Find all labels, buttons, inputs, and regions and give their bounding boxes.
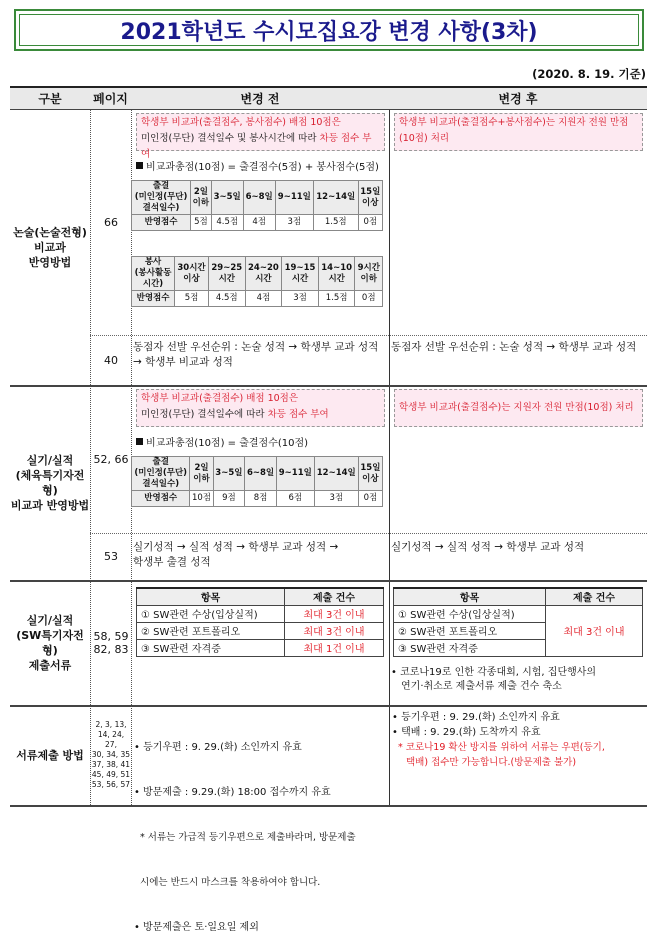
- col-item: 항목: [137, 588, 285, 605]
- table-cell: 반영점수: [132, 215, 191, 231]
- table-cell: 4점: [245, 291, 282, 307]
- table-row: ③ SW관련 자격증 최대 1건 이내: [137, 639, 384, 656]
- table-cell: 1.5점: [313, 215, 358, 231]
- col-count: 제출 건수: [546, 588, 643, 605]
- table-header-cell: 봉사 (봉사활동 시간): [132, 257, 175, 291]
- section3-category: 실기/실적 (SW특기자전형) 제출서류: [16, 613, 84, 672]
- table-cell: 4점: [243, 215, 275, 231]
- section4-before: • 등기우편 : 9. 29.(화) 소인까지 유효 • 방문제출 : 9.29.(화) 18:00 접수까지 유효 * 서류는 가급적 등기우편으로 제출바라며, 방문제출 시에는 반드시 마스크를 착용하여야 합니다. • 방문제출은 토·일요일 제외: [134, 742, 356, 933]
- section1-formula: 비교과총점(10점) = 출결점수(5점) + 봉사점수(5점): [136, 160, 379, 175]
- table-header-cell: 2일 이하: [190, 457, 213, 491]
- table-cell: 0점: [358, 215, 382, 231]
- table-header-cell: 14~10 시간: [318, 257, 355, 291]
- section4-category: 서류제출 방법: [16, 748, 84, 762]
- section2-page-b: 53: [104, 550, 118, 563]
- table-header-cell: 12~14일: [314, 457, 358, 491]
- table-header-cell: 출결 (미인정(무단) 결석일수): [132, 181, 191, 215]
- table-header-cell: 29~25 시간: [208, 257, 245, 291]
- section4-after: • 등기우편 : 9. 29.(화) 소인까지 유효 • 택배 : 9. 29.(화) 도착까지 유효 * 코로나19 확산 방지를 위하여 서류는 우편(등기, 택배) 접수만 가능합니다.(방문제출 불가): [392, 712, 605, 768]
- table-row: ② SW관련 포트폴리오 최대 3건 이내: [137, 622, 384, 639]
- section2-before-b: 실기성적 → 실적 성적 → 학생부 교과 성적 → 학생부 출결 성적: [133, 541, 339, 568]
- table-header-cell: 9~11일: [276, 457, 314, 491]
- section2-after-note: 학생부 비교과(출결점수)는 지원자 전원 만점(10점) 처리: [394, 389, 643, 427]
- row-divider: [90, 335, 647, 336]
- table-header-cell: 24~20 시간: [245, 257, 282, 291]
- table-row: ① SW관련 수상(입상실적) 최대 3건 이내: [394, 605, 643, 622]
- section3-after-table: [393, 587, 643, 657]
- table-cell: 8점: [245, 491, 277, 507]
- table-row: ③ SW관련 자격증: [394, 639, 643, 656]
- section1-category: 논술(논술전형) 비교과 반영방법: [13, 226, 87, 269]
- header-page: 페이지: [90, 86, 131, 110]
- table-cell: 5점: [191, 215, 212, 231]
- table-header-cell: 3~5일: [211, 181, 243, 215]
- table-cell: 3점: [275, 215, 313, 231]
- section1-page-a: 66: [104, 216, 118, 229]
- section2-after-b: 실기성적 → 실적 성적 → 학생부 교과 성적: [391, 541, 585, 553]
- table-cell: 3점: [282, 291, 319, 307]
- table-cell: 9점: [213, 491, 245, 507]
- table-row: ② SW관련 포트폴리오: [394, 622, 643, 639]
- table-cell: 4.5점: [208, 291, 245, 307]
- section2-attendance-table: [131, 456, 383, 507]
- table-cell: 1.5점: [318, 291, 355, 307]
- table-header-cell: 15일 이상: [358, 181, 382, 215]
- section2-before-note: 학생부 비교과(출결점수) 배점 10점은 미인정(무단) 결석일수에 따라 차등 점수 부여: [136, 389, 385, 427]
- section1-attendance-table: [131, 180, 383, 231]
- table-cell: 10점: [190, 491, 213, 507]
- table-header-cell: 15일 이상: [358, 457, 382, 491]
- section1-after-note: 학생부 비교과(출결점수+봉사점수)는 지원자 전원 만점 (10점) 처리: [394, 113, 643, 151]
- section1-volunteer-table: [131, 256, 383, 307]
- section3-page: 58, 59 82, 83: [93, 629, 129, 656]
- section1-before-b: 동점자 선발 우선순위 : 논술 성적 → 학생부 교과 성적 → 학생부 비교과 성적: [133, 341, 379, 368]
- section1-page-b: 40: [104, 353, 118, 367]
- header-category: 구분: [10, 86, 90, 110]
- date-label: (2020. 8. 19. 기준): [532, 67, 646, 81]
- section3-after-note: • 코로나19로 인한 각종대회, 시험, 집단행사의 연기·취소로 제출서류 제출 건수 축소: [391, 667, 597, 692]
- table-header-cell: 12~14일: [313, 181, 358, 215]
- table-cell: 반영점수: [132, 291, 175, 307]
- table-cell: 6점: [276, 491, 314, 507]
- table-header-cell: 30시간 이상: [175, 257, 209, 291]
- header-before: 변경 전: [131, 86, 389, 110]
- section4-pages: 2, 3, 13, 14, 24, 27, 30, 34, 35 37, 38, 41 45, 49, 51 53, 56, 57: [91, 720, 131, 789]
- table-header-cell: 6~8일: [245, 457, 277, 491]
- table-row: ① SW관련 수상(입상실적) 최대 3건 이내: [137, 605, 384, 622]
- table-header-cell: 3~5일: [213, 457, 245, 491]
- table-cell: 0점: [355, 291, 383, 307]
- table-cell: 5점: [175, 291, 209, 307]
- table-cell: 0점: [358, 491, 382, 507]
- section2-formula: 비교과총점(10점) = 출결점수(10점): [136, 436, 308, 451]
- table-header-cell: 6~8일: [243, 181, 275, 215]
- section1-before-note: 학생부 비교과(출결점수, 봉사점수) 배점 10점은 미인정(무단) 결석일수 및 봉사시간에 따라 차등 점수 부여: [136, 113, 385, 151]
- table-cell: 3점: [314, 491, 358, 507]
- page-title: 2021학년도 수시모집요강 변경 사항(3차): [120, 19, 538, 45]
- table-header-cell: 9~11일: [275, 181, 313, 215]
- section2-category: 실기/실적 (체육특기자전형) 비교과 반영방법: [10, 453, 90, 512]
- title-box: [14, 9, 644, 51]
- header-after: 변경 후: [389, 86, 647, 110]
- table-cell: 반영점수: [132, 491, 190, 507]
- table-header-cell: 출결 (미인정(무단) 결석일수): [132, 457, 190, 491]
- row-divider: [90, 533, 647, 534]
- grid-line: [389, 110, 390, 805]
- table-cell: 4.5점: [211, 215, 243, 231]
- table-header-cell: 9시간 이하: [355, 257, 383, 291]
- section1-after-b: 동점자 선발 우선순위 : 논술 성적 → 학생부 교과 성적: [391, 341, 637, 353]
- section3-before-table: [136, 587, 384, 657]
- col-count: 제출 건수: [285, 588, 384, 605]
- table-header-cell: 2일 이하: [191, 181, 212, 215]
- col-item: 항목: [394, 588, 546, 605]
- table-header-cell: 19~15 시간: [282, 257, 319, 291]
- section2-page-a: 52, 66: [93, 452, 129, 466]
